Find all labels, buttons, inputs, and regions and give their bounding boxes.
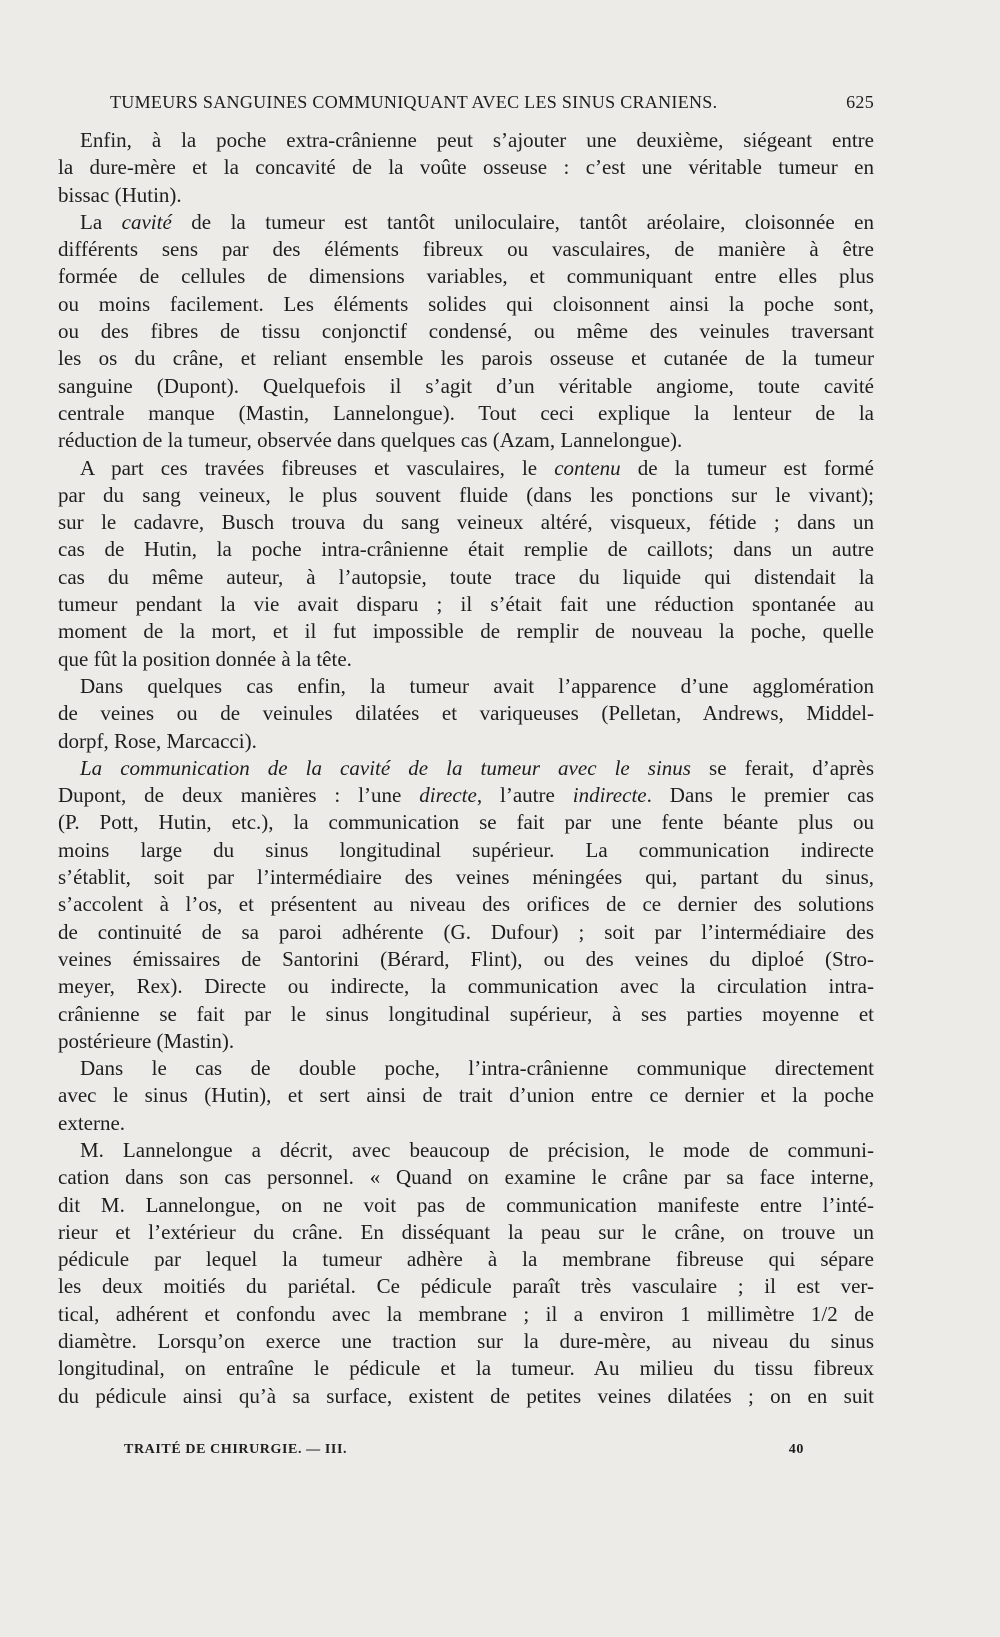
text-line (58, 209, 874, 236)
italic-text: contenu (554, 455, 621, 480)
text-run: crânienne se fait par le sinus longitudinal supérieur, à ses parties moyenne et (58, 1001, 874, 1026)
text-line (58, 1028, 874, 1055)
text-line (58, 782, 874, 809)
page-footer (124, 1442, 804, 1458)
text-run: rieur et l’extérieur du crâne. En disséquant la peau sur le crâne, on trouve un (58, 1219, 874, 1244)
text-line (58, 1164, 874, 1191)
text-line (58, 591, 874, 618)
paragraph (58, 1055, 874, 1137)
text-run: se ferait, d’après (690, 755, 875, 780)
text-line (58, 646, 874, 673)
text-run: par du sang veineux, le plus souvent fluide (dans les ponctions sur le vivant); (58, 482, 874, 507)
text-line (58, 946, 874, 973)
paragraph (58, 127, 874, 209)
text-run: cas du même auteur, à l’autopsie, toute trace du liquide qui distendait la (58, 564, 874, 589)
text-line (58, 400, 874, 427)
text-run: ou moins facilement. Les éléments solides qui cloisonnent ainsi la poche sont, (58, 291, 874, 316)
page-number: 625 (846, 92, 874, 112)
text-run: la dure-mère et la concavité de la voûte osseuse : c’est une véritable tumeur en (58, 155, 874, 180)
text-line (58, 564, 874, 591)
text-line (58, 536, 874, 563)
paragraph (58, 673, 874, 755)
italic-text: indirecte (572, 783, 647, 808)
text-run: de la tumeur est formé (620, 455, 874, 480)
paragraph (58, 755, 874, 1055)
text-line (58, 1219, 874, 1246)
text-line (58, 1001, 874, 1028)
text-run: externe. (58, 1110, 126, 1135)
text-run: tical, adhérent et confondu avec la membrane ; il a environ 1 millimètre 1/2 de (58, 1301, 874, 1326)
paragraph (58, 455, 874, 673)
text-run: formée de cellules de dimensions variables, et communiquant entre elles plus (58, 264, 874, 289)
text-run: de continuité de sa paroi adhérente (G. Dufour) ; soit par l’intermédiaire des (58, 919, 874, 944)
text-run: longitudinal, on entraîne le pédicule et la tumeur. Au milieu du tissu fibreux (58, 1356, 874, 1381)
text-line (58, 1055, 874, 1082)
running-head (110, 92, 874, 113)
running-title: TUMEURS SANGUINES COMMUNIQUANT AVEC LES SINUS CRANIENS. (110, 92, 718, 112)
text-run: les os du crâne, et reliant ensemble les parois osseuse et cutanée de la tumeur (58, 346, 874, 371)
text-run: (P. Pott, Hutin, etc.), la communication se fait par une fente béante plus ou (58, 810, 874, 835)
text-run: M. Lannelongue a décrit, avec beaucoup de précision, le mode de communi- (80, 1137, 874, 1162)
text-line (58, 1328, 874, 1355)
text-line (58, 919, 874, 946)
text-line (58, 837, 874, 864)
text-line (58, 182, 874, 209)
text-run: s’établit, soit par l’intermédiaire des veines méningées qui, partant du sinus, (58, 865, 874, 890)
text-line (58, 673, 874, 700)
text-run: La (80, 209, 122, 234)
text-line (58, 482, 874, 509)
text-line (58, 809, 874, 836)
text-run: A part ces travées fibreuses et vasculaires, le (80, 455, 555, 480)
text-run: bissac (Hutin). (58, 182, 182, 207)
text-run: postérieure (Mastin). (58, 1028, 235, 1053)
text-line (58, 973, 874, 1000)
printer-signature: TRAITÉ DE CHIRURGIE. — III. (124, 1442, 348, 1457)
text-line (58, 318, 874, 345)
text-line (58, 236, 874, 263)
text-run: cas de Hutin, la poche intra-crânienne était remplie de caillots; dans un autre (58, 537, 874, 562)
text-line (58, 700, 874, 727)
text-run: dit M. Lannelongue, on ne voit pas de communication manifeste entre l’inté- (58, 1192, 874, 1217)
body-text (58, 127, 874, 1410)
text-line (58, 373, 874, 400)
italic-text: directe (419, 783, 477, 808)
text-run: pédicule par lequel la tumeur adhère à la membrane fibreuse qui sépare (58, 1247, 874, 1272)
text-line (58, 263, 874, 290)
text-line (58, 455, 874, 482)
text-line (58, 154, 874, 181)
text-run: réduction de la tumeur, observée dans quelques cas (Azam, Lannelongue). (58, 428, 683, 453)
text-line (58, 127, 874, 154)
text-run: cation dans son cas personnel. « Quand on examine le crâne par sa face interne, (58, 1165, 874, 1190)
sheet-number: 40 (788, 1442, 804, 1457)
text-run: ou des fibres de tissu conjonctif condensé, ou même des veinules traversant (58, 319, 874, 344)
italic-text: La communication de la cavité de la tumeur avec le sinus (80, 755, 691, 780)
text-line (58, 1301, 874, 1328)
text-run: différents sens par des éléments fibreux ou vasculaires, de manière à être (58, 237, 874, 262)
text-run: de la tumeur est tantôt uniloculaire, tantôt aréolaire, cloisonnée en (171, 209, 874, 234)
text-line (58, 891, 874, 918)
text-run: moins large du sinus longitudinal supérieur. La communication indirecte (58, 837, 874, 862)
text-run: de veines ou de veinules dilatées et variqueuses (Pelletan, Andrews, Middel- (58, 701, 874, 726)
text-line (58, 1246, 874, 1273)
text-run: Dupont, de deux manières : l’une (58, 783, 420, 808)
text-run: meyer, Rex). Directe ou indirecte, la communication avec la circulation intra- (58, 974, 874, 999)
text-run: dorpf, Rose, Marcacci). (58, 728, 257, 753)
text-run: , l’autre (476, 783, 573, 808)
text-line (58, 618, 874, 645)
text-run: moment de la mort, et il fut impossible de remplir de nouveau la poche, quelle (58, 619, 874, 644)
text-line (58, 1355, 874, 1382)
text-line (58, 427, 874, 454)
text-run: avec le sinus (Hutin), et sert ainsi de trait d’union entre ce dernier et la poche (58, 1083, 874, 1108)
text-run: les deux moitiés du pariétal. Ce pédicule paraît très vasculaire ; il est ver- (58, 1274, 874, 1299)
text-line (58, 728, 874, 755)
text-line (58, 1273, 874, 1300)
italic-text: cavité (121, 209, 172, 234)
text-run: diamètre. Lorsqu’on exerce une traction sur la dure-mère, au niveau du sinus (58, 1329, 874, 1354)
text-line (58, 1110, 874, 1137)
text-run: Dans le cas de double poche, l’intra-crânienne communique directement (80, 1056, 874, 1081)
paragraph (58, 209, 874, 455)
text-line (58, 345, 874, 372)
text-run: centrale manque (Mastin, Lannelongue). Tout ceci explique la lenteur de la (58, 400, 874, 425)
text-line (58, 291, 874, 318)
text-line (58, 509, 874, 536)
text-line (58, 1192, 874, 1219)
text-run: Dans quelques cas enfin, la tumeur avait l’apparence d’une agglomération (80, 673, 874, 698)
text-run: veines émissaires de Santorini (Bérard, Flint), ou des veines du diploé (Stro- (58, 946, 874, 971)
text-line (58, 1137, 874, 1164)
text-line (58, 864, 874, 891)
text-line (58, 755, 874, 782)
text-line (58, 1383, 874, 1410)
text-run: sanguine (Dupont). Quelquefois il s’agit d’un véritable angiome, toute cavité (58, 373, 874, 398)
text-run: du pédicule ainsi qu’à sa surface, existent de petites veines dilatées ; on en suit (58, 1383, 874, 1408)
text-run: . Dans le premier cas (646, 783, 875, 808)
text-run: Enfin, à la poche extra-crânienne peut s’ajouter une deuxième, siégeant entre (80, 128, 874, 152)
text-run: que fût la position donnée à la tête. (58, 646, 352, 671)
text-run: s’accolent à l’os, et présentent au niveau des orifices de ce dernier des solutions (58, 892, 874, 917)
text-run: tumeur pendant la vie avait disparu ; il s’était fait une réduction spontanée au (58, 592, 874, 617)
text-line (58, 1082, 874, 1109)
paragraph (58, 1137, 874, 1410)
text-run: sur le cadavre, Busch trouva du sang veineux altéré, visqueux, fétide ; dans un (58, 510, 874, 535)
